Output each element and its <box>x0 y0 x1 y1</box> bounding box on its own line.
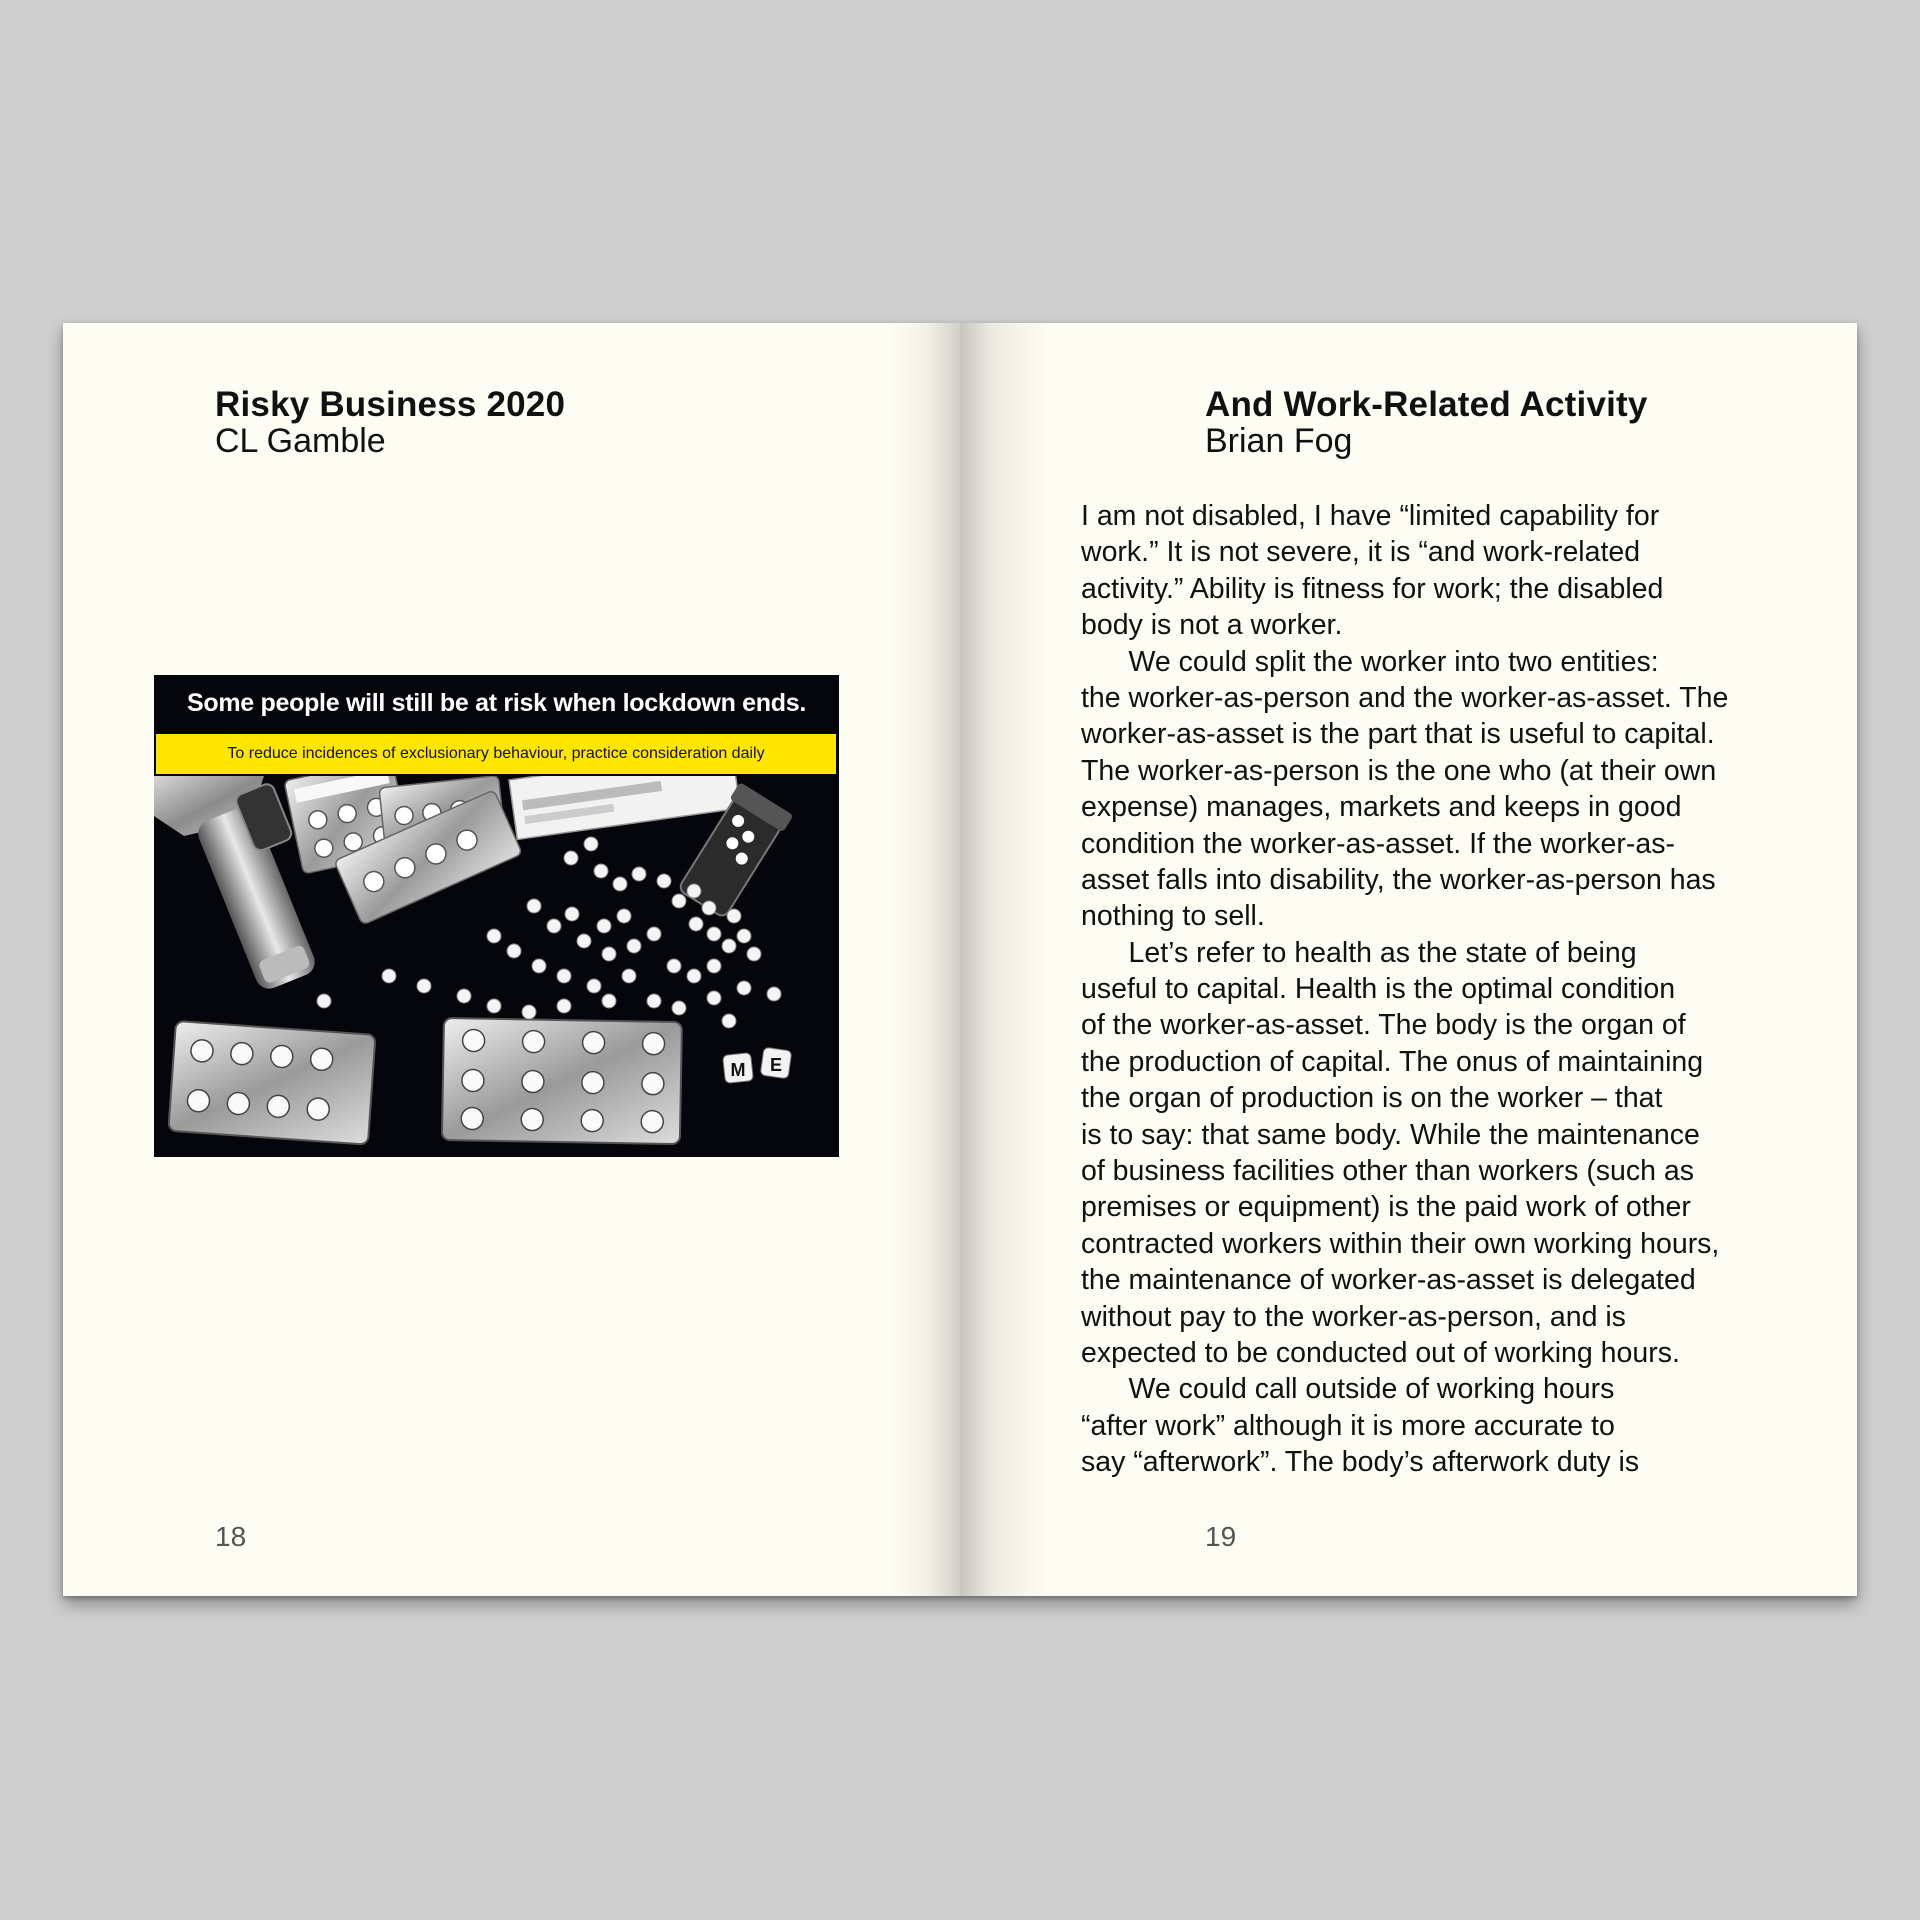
body-line: Let’s refer to health as the state of being <box>1081 936 1637 969</box>
artwork-banner: To reduce incidences of exclusionary behaviour, practice consideration daily <box>156 734 836 774</box>
medicine-box <box>509 776 740 839</box>
body-line: asset falls into disability, the worker-as-person has <box>1081 863 1716 896</box>
body-line: expected to be conducted out of working hours. <box>1081 1336 1680 1369</box>
body-line: body is not a worker. <box>1081 609 1343 642</box>
risky-business-artwork <box>154 675 839 1157</box>
body-line: “after work” although it is more accurate to <box>1081 1409 1615 1442</box>
left-page <box>63 323 960 1596</box>
body-line: of the worker-as-asset. The body is the organ of <box>1081 1009 1686 1042</box>
body-line: worker-as-asset is the part that is useful to capital. <box>1081 718 1715 751</box>
body-line: The worker-as-person is the one who (at their own <box>1081 754 1717 787</box>
body-line: I am not disabled, I have “limited capability for <box>1081 500 1660 532</box>
gutter-shadow-left <box>890 323 960 1596</box>
body-line: activity.” Ability is fitness for work; the disabled <box>1081 572 1664 605</box>
dice-letter-e: E <box>769 1055 783 1075</box>
right-page-number: 19 <box>1205 1521 1237 1552</box>
dice-letter-m: M <box>730 1060 746 1080</box>
essay-body <box>1081 498 1781 1481</box>
letter-dice <box>723 1047 792 1083</box>
body-line: We could call outside of working hours <box>1081 1373 1615 1406</box>
body-line: work.” It is not severe, it is “and work-related <box>1081 536 1641 569</box>
left-page-number: 18 <box>215 1521 247 1552</box>
right-page-title: And Work-Related Activity <box>1205 385 1648 424</box>
body-line: We could split the worker into two entities: <box>1081 645 1659 678</box>
body-line: condition the worker-as-asset. If the worker-as- <box>1081 827 1675 860</box>
body-line: nothing to sell. <box>1081 900 1265 933</box>
body-line: expense) manages, markets and keeps in good <box>1081 791 1682 824</box>
body-line: premises or equipment) is the paid work of other <box>1081 1191 1691 1224</box>
pills-photo <box>154 776 839 1157</box>
body-line: useful to capital. Health is the optimal condition <box>1081 973 1676 1006</box>
left-page-author: CL Gamble <box>215 422 386 460</box>
body-line: is to say: that same body. While the maintenance <box>1081 1118 1700 1151</box>
left-page-title: Risky Business 2020 <box>215 385 566 424</box>
pill-blister-pack-icon <box>168 1021 375 1145</box>
pill-blister-pack-icon <box>442 1018 682 1144</box>
body-line: the organ of production is on the worker – that <box>1081 1082 1663 1115</box>
gutter-shadow-right <box>960 323 1050 1596</box>
body-line: the production of capital. The onus of maintaining <box>1081 1045 1704 1078</box>
body-line: the worker-as-person and the worker-as-asset. The <box>1081 681 1729 714</box>
body-line: the maintenance of worker-as-asset is delegated <box>1081 1264 1696 1297</box>
artwork-headline: Some people will still be at risk when lockdown ends. <box>187 689 806 717</box>
body-line: of business facilities other than workers (such as <box>1081 1155 1695 1188</box>
right-page-author: Brian Fog <box>1205 422 1353 460</box>
body-line: say “afterwork”. The body’s afterwork duty is <box>1081 1446 1640 1479</box>
body-line: without pay to the worker-as-person, and is <box>1081 1300 1626 1333</box>
body-line: contracted workers within their own working hours, <box>1081 1227 1720 1260</box>
